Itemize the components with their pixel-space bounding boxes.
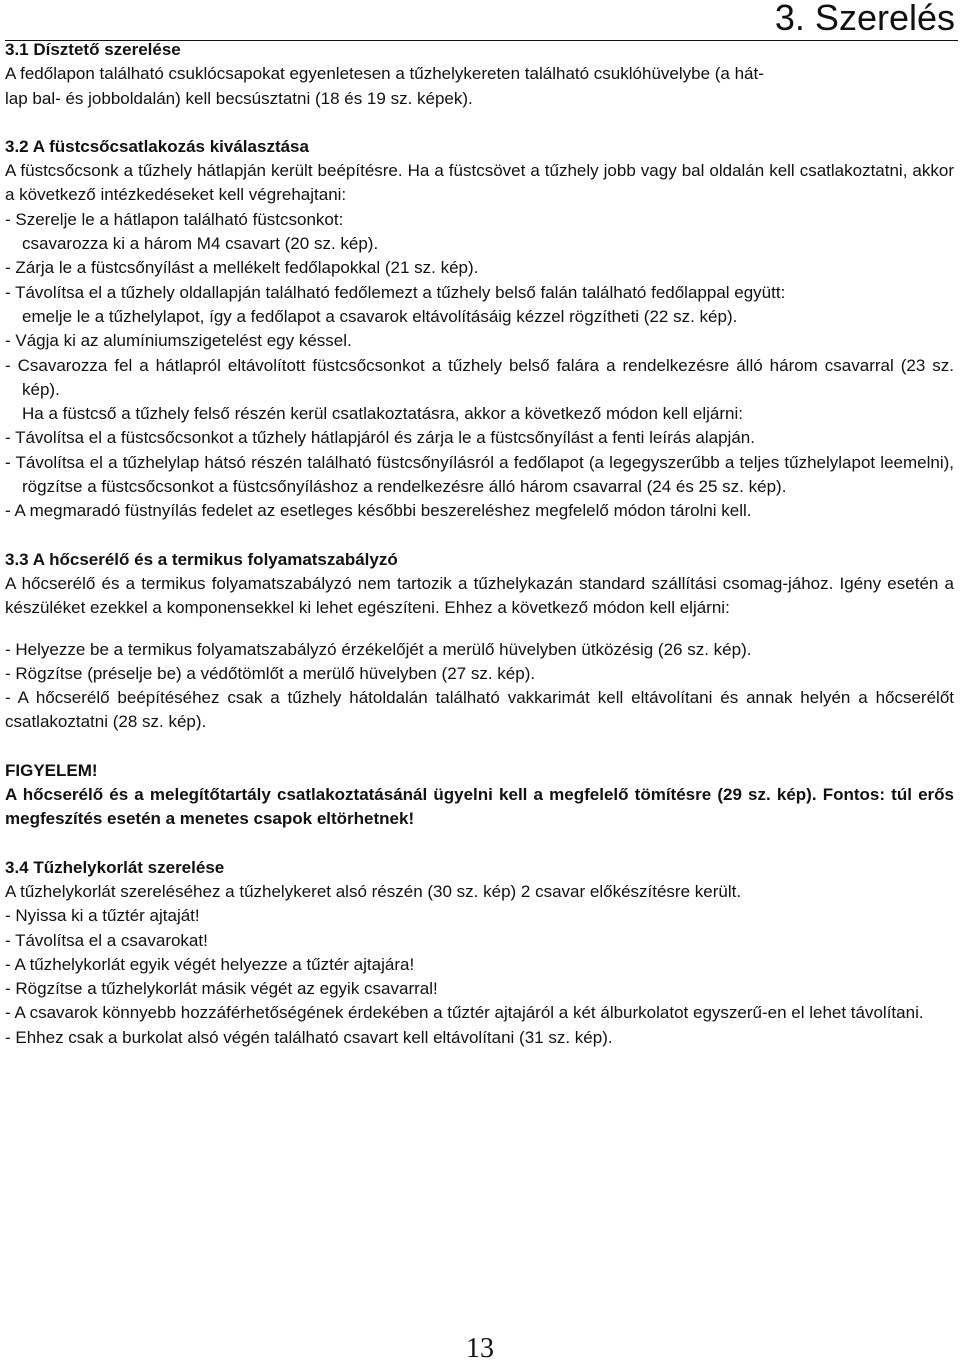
section-3-3-step-1: - Helyezze be a termikus folyamatszabályzó érzékelőjét a merülő hüvelyben ütközésig (26 sz. kép).: [5, 639, 752, 659]
section-3-2-step-4: - Vágja ki az alumíniumszigetelést egy késsel.: [5, 331, 352, 351]
warning-text: A hőcserélő és a melegítőtartály csatlakoztatásánál ügyelni kell a megfelelő tömítésre (29 sz. kép). Fontos: túl erős megfeszítés esetén a menetes csapok eltörhetnek!: [5, 785, 954, 829]
section-3-2-step-1-detail: csavarozza ki a három M4 csavart (20 sz. kép).: [22, 234, 379, 254]
warning-title: FIGYELEM!: [5, 760, 98, 780]
section-3-2-step-6: - Távolítsa el a füstcsőcsonkot a tűzhely hátlapjáról és zárja le a füstcsőnyílást a fenti leírás alapján.: [5, 428, 755, 448]
section-3-4-intro: A tűzhelykorlát szereléséhez a tűzhelykeret alsó részén (30 sz. kép) 2 csavar előkészítésre került.: [5, 881, 742, 901]
section-3-2-step-7: - Távolítsa el a tűzhelylap hátsó részén található füstcsőnyílásról a fedőlapot (a legegyszerűbb a teljes tűzhelylapot leemelni), rögzítse a füstcsőcsonkot a füstcsőnyíláshoz a rendelkezésre álló három csavarral (24 és 25 sz. kép).: [5, 452, 954, 497]
page-content: [5, 38, 954, 1050]
section-3-2-step-8: - A megmaradó füstnyílás fedelet az esetleges későbbi beszereléshez megfelelő módon tárolni kell.: [5, 501, 752, 521]
section-3-1-heading: 3.1 Dísztető szerelése: [5, 40, 181, 59]
section-3-1-line-1: A fedőlapon található csuklócsapokat egyenletesen a tűzhelykereten található csuklóhüvelybe (a hát-: [5, 64, 764, 84]
section-3-3-heading: 3.3 A hőcserélő és a termikus folyamatszabályzó: [5, 549, 398, 569]
section-3-3-step-2: - Rögzítse (préselje be) a védőtömlőt a merülő hüvelyben (27 sz. kép).: [5, 663, 536, 683]
section-3-2-intro: A füstcsőcsonk a tűzhely hátlapján került beépítésre. Ha a füstcsövet a tűzhely jobb vagy bal oldalán kell csatlakoztatni, akkor a következő intézkedéseket kell végrehajtani:: [5, 161, 954, 205]
section-3-2-top-connection-note: Ha a füstcső a tűzhely felső részén kerül csatlakoztatásra, akkor a következő módon kell eljárni:: [22, 404, 743, 424]
section-3-4-step-4: - Rögzítse a tűzhelykorlát másik végét az egyik csavarral!: [5, 979, 438, 999]
section-3-2-step-2: - Zárja le a füstcsőnyílást a mellékelt fedőlapokkal (21 sz. kép).: [5, 258, 479, 278]
section-3-2-heading: 3.2 A füstcsőcsatlakozás kiválasztása: [5, 136, 309, 156]
section-3-4-heading: 3.4 Tűzhelykorlát szerelése: [5, 857, 225, 877]
section-3-1-line-2: lap bal- és jobboldalán) kell becsúsztatni (18 és 19 sz. képek).: [5, 88, 473, 108]
section-3-4-step-6: - Ehhez csak a burkolat alsó végén található csavart kell eltávolítani (31 sz. kép).: [5, 1027, 613, 1047]
section-3-2-step-5: - Csavarozza fel a hátlapról eltávolított füstcsőcsonkot a tűzhely belső falára a rendelkezésre álló három csavarral (23 sz. kép).: [5, 355, 954, 399]
section-3-3-step-3: - A hőcserélő beépítéséhez csak a tűzhely hátoldalán található vakkarimát kell eltávolítani és annak helyén a hőcserélőt csatlakoztatni (28 sz. kép).: [5, 688, 954, 732]
section-3-3-intro: A hőcserélő és a termikus folyamatszabályzó nem tartozik a tűzhelykazán standard szállítási csomag-jához. Igény esetén a készüléket ezekkel a komponensekkel ki lehet egészíteni. Ehhez a következő módon kell eljárni:: [5, 573, 954, 618]
section-3-2-step-3-detail: emelje le a tűzhelylapot, így a fedőlapot a csavarok eltávolításáig kézzel rögzítheti (22 sz. kép).: [22, 306, 738, 326]
section-3-4-step-5: - A csavarok könnyebb hozzáférhetőségének érdekében a tűztér ajtajáról a két álburkolatot egyszerű-en el lehet távolítani.: [5, 1003, 924, 1023]
section-3-4-step-1: - Nyissa ki a tűztér ajtaját!: [5, 906, 200, 926]
section-3-2-step-1: - Szerelje le a hátlapon található füstcsonkot:: [5, 209, 344, 229]
section-3-2-step-3: - Távolítsa el a tűzhely oldallapján található fedőlemezt a tűzhely belső falán található fedőlappal együtt:: [5, 282, 786, 302]
page-number: 13: [466, 1333, 494, 1364]
section-3-4-step-2: - Távolítsa el a csavarokat!: [5, 930, 208, 950]
chapter-title: 3. Szerelés: [774, 0, 955, 38]
section-3-4-step-3: - A tűzhelykorlát egyik végét helyezze a tűztér ajtajára!: [5, 954, 415, 974]
